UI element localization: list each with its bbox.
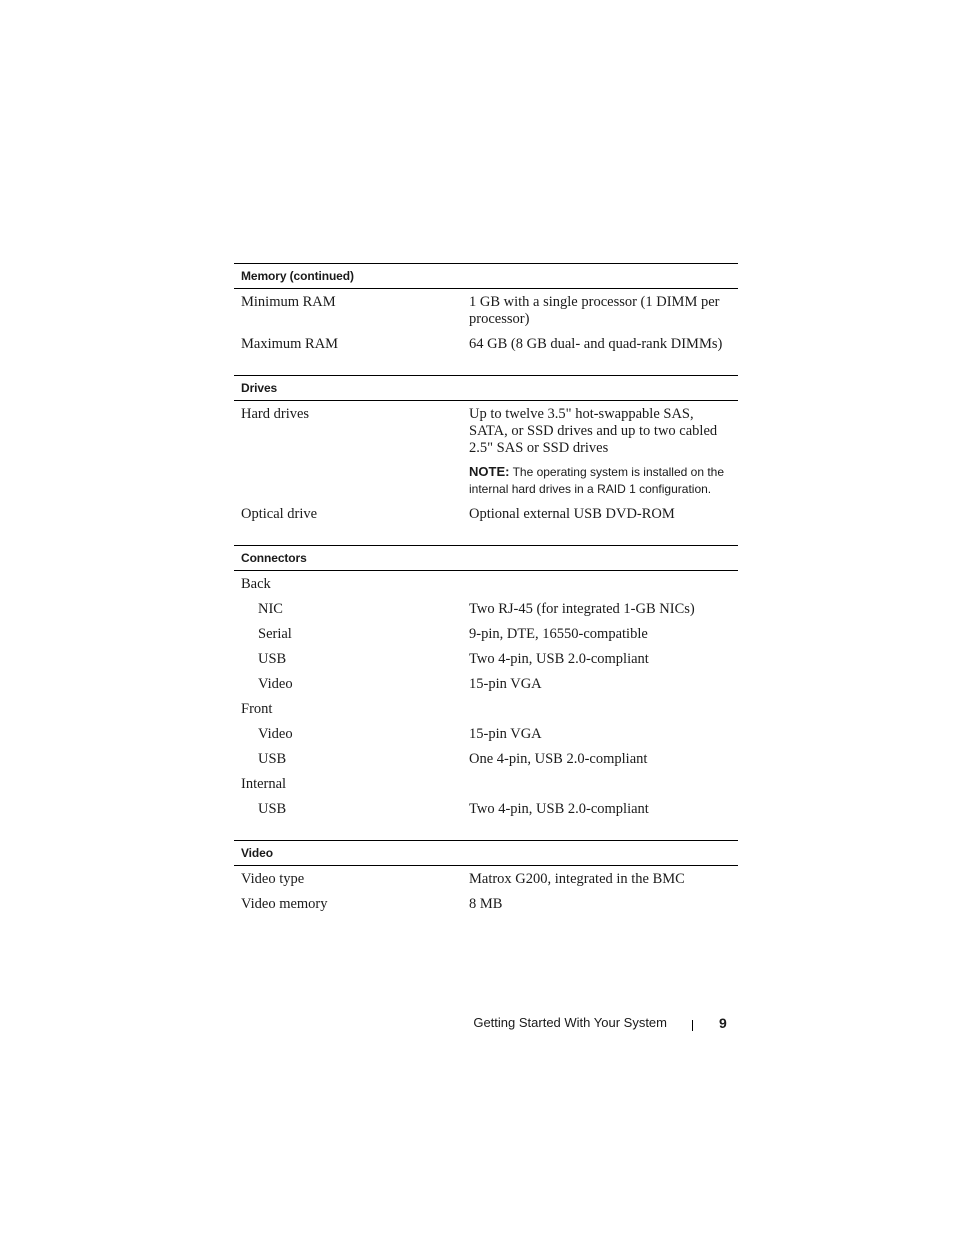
footer-title: Getting Started With Your System	[473, 1015, 667, 1030]
note-block	[469, 463, 734, 498]
spec-value	[469, 701, 738, 718]
spec-label: Serial	[258, 626, 292, 642]
spec-value: 15-pin VGA	[469, 676, 542, 692]
spec-row-front-video	[234, 723, 738, 748]
page-number: 9	[719, 1015, 727, 1031]
spec-value	[469, 576, 738, 593]
spec-row-hard-drives	[234, 403, 738, 503]
spec-label: Video	[258, 676, 293, 692]
spec-label: USB	[258, 751, 287, 767]
section-header-connectors: Connectors	[234, 545, 738, 571]
spec-label: Video type	[241, 871, 305, 887]
spec-row-back	[234, 573, 738, 598]
spec-label: Maximum RAM	[241, 336, 339, 352]
spec-row-front-usb	[234, 748, 738, 773]
spec-row-optical-drive	[234, 503, 738, 528]
spec-row-internal	[234, 773, 738, 798]
spec-row-video-memory	[234, 893, 738, 918]
spec-label: Internal	[241, 776, 287, 792]
section-connectors	[234, 545, 738, 840]
spec-value: Optional external USB DVD-ROM	[469, 506, 675, 522]
spec-label: Optical drive	[241, 506, 318, 522]
spec-row-front	[234, 698, 738, 723]
page-footer	[0, 1015, 954, 1035]
spec-row-internal-usb	[234, 798, 738, 823]
spec-label: USB	[258, 651, 287, 667]
spec-value: 64 GB (8 GB dual- and quad-rank DIMMs)	[469, 336, 723, 352]
spec-label: Hard drives	[241, 406, 310, 422]
spec-value: 9-pin, DTE, 16550-compatible	[469, 626, 648, 642]
section-video	[234, 840, 738, 935]
spec-row-maximum-ram	[234, 333, 738, 358]
spec-row-back-nic	[234, 598, 738, 623]
spec-value-container	[469, 406, 738, 498]
section-header-drives: Drives	[234, 375, 738, 401]
note-text: The operating system is installed on the internal hard drives in a RAID 1 configuration.	[469, 465, 725, 496]
spec-value: Two 4-pin, USB 2.0-compliant	[469, 801, 649, 817]
spec-value: 15-pin VGA	[469, 726, 542, 742]
spec-label: Front	[241, 701, 273, 717]
spec-row-back-serial	[234, 623, 738, 648]
spec-row-back-video	[234, 673, 738, 698]
footer-separator	[692, 1020, 693, 1031]
spec-table	[234, 263, 738, 935]
spec-value: Up to twelve 3.5" hot-swappable SAS, SATA, or SSD drives and up to two cabled 2.5" SAS or SSD drives	[469, 406, 718, 456]
spec-value: 8 MB	[469, 896, 503, 912]
spec-value: 1 GB with a single processor (1 DIMM per processor)	[469, 294, 720, 327]
spec-label: Video memory	[241, 896, 328, 912]
spec-value: Two 4-pin, USB 2.0-compliant	[469, 651, 649, 667]
spec-row-minimum-ram	[234, 291, 738, 333]
spec-value	[469, 776, 738, 793]
spec-row-back-usb	[234, 648, 738, 673]
spec-label: Back	[241, 576, 271, 592]
section-memory	[234, 263, 738, 375]
spec-value: Matrox G200, integrated in the BMC	[469, 871, 685, 887]
spec-value: Two RJ-45 (for integrated 1-GB NICs)	[469, 601, 695, 617]
spec-row-video-type	[234, 868, 738, 893]
note-label: NOTE:	[469, 464, 510, 479]
section-header-memory: Memory (continued)	[234, 263, 738, 289]
section-header-video: Video	[234, 840, 738, 866]
spec-label: USB	[258, 801, 287, 817]
spec-label: Video	[258, 726, 293, 742]
spec-label: Minimum RAM	[241, 294, 336, 310]
spec-label: NIC	[258, 601, 283, 617]
spec-value: One 4-pin, USB 2.0-compliant	[469, 751, 648, 767]
section-drives	[234, 375, 738, 545]
